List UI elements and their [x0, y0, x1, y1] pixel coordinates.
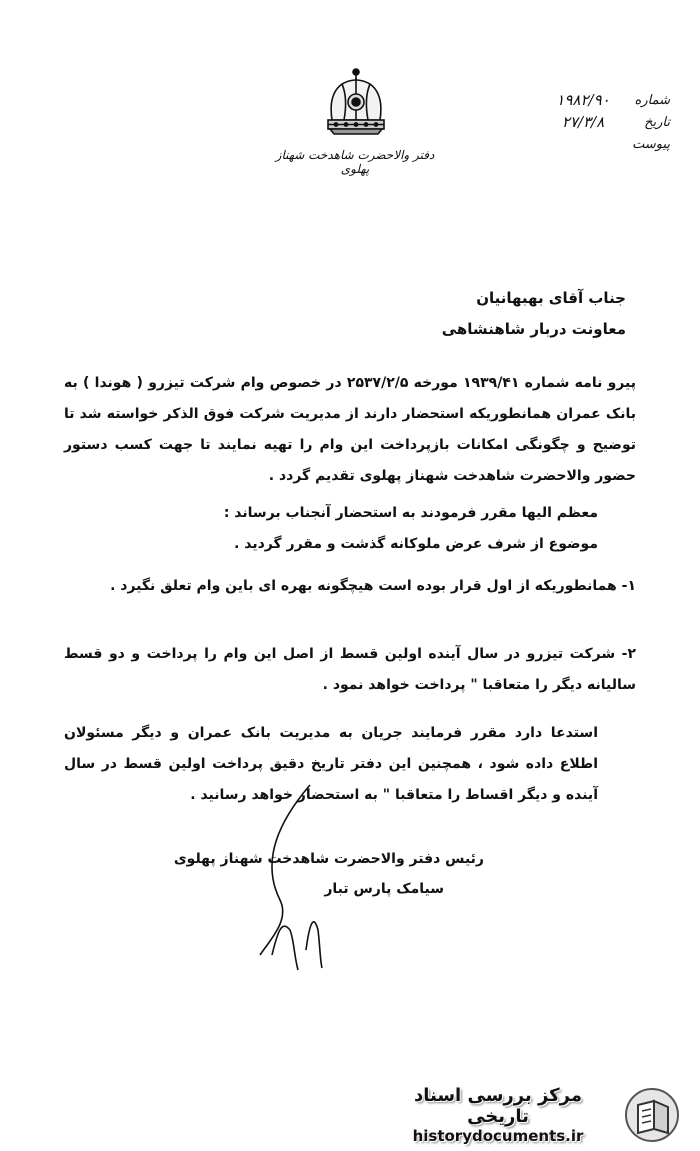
watermark-persian-name: مرکز بررسی اسناد تاریخی [414, 1085, 582, 1127]
watermark-text [380, 1085, 616, 1145]
watermark-website: historydocuments.ir [412, 1127, 584, 1145]
signature-title: رئیس دفتر والاحضرت شاهدخت شهناز پهلوی [173, 851, 484, 867]
meta-number-value: ۱۹۸۲/۹۰ [556, 91, 610, 109]
letter-meta [530, 90, 670, 156]
pahlavi-crown-emblem [318, 64, 394, 140]
meta-date-value: ۲۷/۳/۸ [561, 113, 605, 131]
archive-logo-icon [624, 1087, 680, 1143]
meta-number-label: شماره [634, 92, 670, 108]
body-paragraph-3: استدعا دارد مقرر فرمایند جریان به مدیریت بانک عمران و دیگر مسئولان اطلاع داده شود ، همچنین این دفتر تاریخ دقیق پرداخت اولین قسط در سال آینده و دیگر اقساط را متعاقبا " به استحضار خواهد رسانید . [64, 725, 598, 803]
body-paragraph-2-line-1: معظم الیها مقرر فرمودند به استحضار آنجناب برساند : [223, 505, 598, 521]
addressee-block [442, 283, 626, 345]
addressee-name: جناب آقای بهبهانیان [476, 289, 626, 307]
meta-attachment-row [530, 134, 670, 154]
office-title: دفتر والاحضرت شاهدخت شهناز پهلوی [275, 148, 435, 176]
meta-number-row [530, 90, 670, 110]
numbered-item-1: ۱- همانطوریکه از اول قرار بوده است هیچگونه بهره ای باین وام تعلق نگیرد . [110, 578, 636, 594]
meta-date-label: تاریخ [644, 114, 670, 130]
body-paragraph-2 [64, 498, 636, 560]
archive-watermark [380, 1085, 680, 1145]
meta-date-row [530, 112, 670, 132]
numbered-item-2: ۲- شرکت تیزرو در سال آینده اولین قسط از اصل این وام را پرداخت و دو قسط سالیانه دیگر را متعاقبا " پرداخت خواهد نمود . [64, 646, 636, 693]
body-paragraph-2-line-2: موضوع از شرف عرض ملوکانه گذشت و مقرر گردید . [234, 536, 598, 552]
signature-name: سیامک پارس تبار [324, 881, 444, 897]
meta-attachment-label: پیوست [632, 136, 670, 152]
body-paragraph-1: پیرو نامه شماره ۱۹۳۹/۴۱ مورخه ۲۵۳۷/۲/۵ در خصوص وام شرکت تیزرو ( هوندا ) به بانک عمران همانطوریکه استحضار دارند از مدیریت شرکت فوق الذکر خواسته شد تا توضیح و چگونگی امکانات بازپرداخت این وام را تهیه نمایند تا جهت کسب دستور حضور والاحضرت شاهدخت شهناز پهلوی تقدیم گردد . [64, 375, 636, 484]
signature-block [174, 844, 484, 904]
addressee-office: معاونت دربار شاهنشاهی [441, 320, 626, 338]
